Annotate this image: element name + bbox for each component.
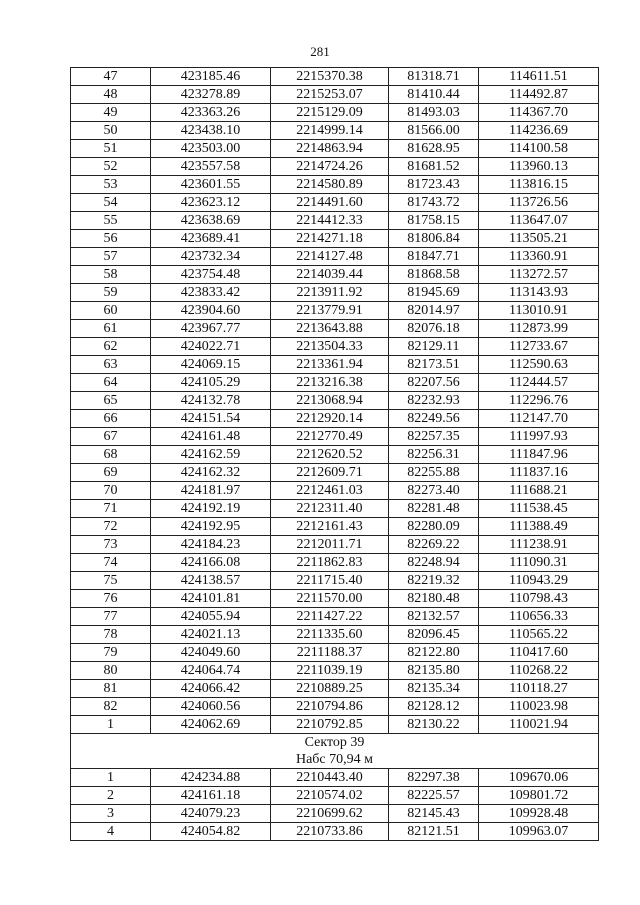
coord-y2-cell: 109928.48 bbox=[479, 805, 599, 823]
point-number-cell: 67 bbox=[71, 428, 151, 446]
coord-x2-cell: 82280.09 bbox=[389, 518, 479, 536]
coord-y2-cell: 111688.21 bbox=[479, 482, 599, 500]
coord-x-cell: 424166.08 bbox=[151, 554, 271, 572]
coord-y2-cell: 111997.93 bbox=[479, 428, 599, 446]
point-number-cell: 52 bbox=[71, 158, 151, 176]
coord-x-cell: 424066.42 bbox=[151, 680, 271, 698]
point-number-cell: 79 bbox=[71, 644, 151, 662]
coord-x2-cell: 82121.51 bbox=[389, 823, 479, 841]
table-row bbox=[71, 518, 599, 536]
point-number-cell: 82 bbox=[71, 698, 151, 716]
coord-y2-cell: 111847.96 bbox=[479, 446, 599, 464]
table-row bbox=[71, 212, 599, 230]
coord-x-cell: 423601.55 bbox=[151, 176, 271, 194]
coord-y2-cell: 112873.99 bbox=[479, 320, 599, 338]
coord-x2-cell: 82256.31 bbox=[389, 446, 479, 464]
coord-x-cell: 424022.71 bbox=[151, 338, 271, 356]
coord-x-cell: 424161.48 bbox=[151, 428, 271, 446]
table-row bbox=[71, 86, 599, 104]
coord-y-cell: 2211427.22 bbox=[271, 608, 389, 626]
coord-x2-cell: 81847.71 bbox=[389, 248, 479, 266]
table-row bbox=[71, 464, 599, 482]
coord-y2-cell: 109801.72 bbox=[479, 787, 599, 805]
coord-x-cell: 423503.00 bbox=[151, 140, 271, 158]
table-row bbox=[71, 284, 599, 302]
coord-y2-cell: 110656.33 bbox=[479, 608, 599, 626]
coord-x2-cell: 82014.97 bbox=[389, 302, 479, 320]
coord-x2-cell: 82257.35 bbox=[389, 428, 479, 446]
coord-y2-cell: 111388.49 bbox=[479, 518, 599, 536]
coord-y-cell: 2214412.33 bbox=[271, 212, 389, 230]
table-row bbox=[71, 176, 599, 194]
coord-y2-cell: 112296.76 bbox=[479, 392, 599, 410]
coord-x2-cell: 82219.32 bbox=[389, 572, 479, 590]
table-row bbox=[71, 626, 599, 644]
coord-y2-cell: 111090.31 bbox=[479, 554, 599, 572]
coord-y2-cell: 110021.94 bbox=[479, 716, 599, 734]
coord-x2-cell: 82076.18 bbox=[389, 320, 479, 338]
coord-x2-cell: 82128.12 bbox=[389, 698, 479, 716]
point-number-cell: 60 bbox=[71, 302, 151, 320]
coord-x2-cell: 82297.38 bbox=[389, 769, 479, 787]
point-number-cell: 78 bbox=[71, 626, 151, 644]
coord-x2-cell: 82273.40 bbox=[389, 482, 479, 500]
coord-y-cell: 2212620.52 bbox=[271, 446, 389, 464]
point-number-cell: 2 bbox=[71, 787, 151, 805]
coord-x-cell: 424181.97 bbox=[151, 482, 271, 500]
coord-x2-cell: 82122.80 bbox=[389, 644, 479, 662]
point-number-cell: 68 bbox=[71, 446, 151, 464]
coord-x2-cell: 82180.48 bbox=[389, 590, 479, 608]
coord-x2-cell: 82145.43 bbox=[389, 805, 479, 823]
coord-x-cell: 424101.81 bbox=[151, 590, 271, 608]
coord-y-cell: 2211570.00 bbox=[271, 590, 389, 608]
table-row bbox=[71, 590, 599, 608]
coord-x-cell: 423278.89 bbox=[151, 86, 271, 104]
table-row bbox=[71, 392, 599, 410]
table-row bbox=[71, 716, 599, 734]
coord-y-cell: 2213643.88 bbox=[271, 320, 389, 338]
coord-x-cell: 424069.15 bbox=[151, 356, 271, 374]
table-row bbox=[71, 104, 599, 122]
coord-y2-cell: 111238.91 bbox=[479, 536, 599, 554]
coord-x2-cell: 82232.93 bbox=[389, 392, 479, 410]
table-row bbox=[71, 140, 599, 158]
table-row bbox=[71, 680, 599, 698]
point-number-cell: 74 bbox=[71, 554, 151, 572]
coord-y-cell: 2215129.09 bbox=[271, 104, 389, 122]
coord-x2-cell: 81566.00 bbox=[389, 122, 479, 140]
coord-x-cell: 424105.29 bbox=[151, 374, 271, 392]
coord-y-cell: 2214271.18 bbox=[271, 230, 389, 248]
coord-x2-cell: 81318.71 bbox=[389, 68, 479, 86]
coord-y-cell: 2210574.02 bbox=[271, 787, 389, 805]
coord-x-cell: 424234.88 bbox=[151, 769, 271, 787]
coord-y2-cell: 112444.57 bbox=[479, 374, 599, 392]
coord-x-cell: 424138.57 bbox=[151, 572, 271, 590]
point-number-cell: 75 bbox=[71, 572, 151, 590]
coord-x2-cell: 82173.51 bbox=[389, 356, 479, 374]
coord-x2-cell: 82135.80 bbox=[389, 662, 479, 680]
coord-y2-cell: 113960.13 bbox=[479, 158, 599, 176]
point-number-cell: 59 bbox=[71, 284, 151, 302]
coord-x-cell: 424062.69 bbox=[151, 716, 271, 734]
point-number-cell: 62 bbox=[71, 338, 151, 356]
coord-x-cell: 424132.78 bbox=[151, 392, 271, 410]
coord-y-cell: 2211188.37 bbox=[271, 644, 389, 662]
coord-y-cell: 2215253.07 bbox=[271, 86, 389, 104]
table-row bbox=[71, 302, 599, 320]
table-row bbox=[71, 320, 599, 338]
point-number-cell: 1 bbox=[71, 769, 151, 787]
sector-table-body bbox=[71, 769, 599, 841]
coord-x2-cell: 81723.43 bbox=[389, 176, 479, 194]
coord-x2-cell: 82249.56 bbox=[389, 410, 479, 428]
coord-x-cell: 424151.54 bbox=[151, 410, 271, 428]
coord-x2-cell: 82132.57 bbox=[389, 608, 479, 626]
coord-x-cell: 423438.10 bbox=[151, 122, 271, 140]
coord-y-cell: 2212311.40 bbox=[271, 500, 389, 518]
point-number-cell: 51 bbox=[71, 140, 151, 158]
table-row bbox=[71, 823, 599, 841]
coord-x2-cell: 81493.03 bbox=[389, 104, 479, 122]
coord-x-cell: 424054.82 bbox=[151, 823, 271, 841]
coord-x-cell: 423689.41 bbox=[151, 230, 271, 248]
point-number-cell: 61 bbox=[71, 320, 151, 338]
sector-title: Сектор 39 bbox=[304, 735, 365, 750]
coord-y-cell: 2214724.26 bbox=[271, 158, 389, 176]
point-number-cell: 66 bbox=[71, 410, 151, 428]
coord-y2-cell: 113816.15 bbox=[479, 176, 599, 194]
table-row bbox=[71, 356, 599, 374]
coord-y2-cell: 112733.67 bbox=[479, 338, 599, 356]
coord-x2-cell: 81758.15 bbox=[389, 212, 479, 230]
point-number-cell: 3 bbox=[71, 805, 151, 823]
coord-y2-cell: 113010.91 bbox=[479, 302, 599, 320]
table-row bbox=[71, 787, 599, 805]
coord-y-cell: 2212609.71 bbox=[271, 464, 389, 482]
point-number-cell: 56 bbox=[71, 230, 151, 248]
coord-y-cell: 2212770.49 bbox=[271, 428, 389, 446]
coord-y2-cell: 112590.63 bbox=[479, 356, 599, 374]
coord-y-cell: 2210792.85 bbox=[271, 716, 389, 734]
coord-x2-cell: 82207.56 bbox=[389, 374, 479, 392]
coord-x2-cell: 82135.34 bbox=[389, 680, 479, 698]
point-number-cell: 55 bbox=[71, 212, 151, 230]
coord-x2-cell: 81681.52 bbox=[389, 158, 479, 176]
coord-y2-cell: 114611.51 bbox=[479, 68, 599, 86]
coord-y-cell: 2213779.91 bbox=[271, 302, 389, 320]
coord-y-cell: 2213068.94 bbox=[271, 392, 389, 410]
table-row bbox=[71, 805, 599, 823]
coord-x2-cell: 81628.95 bbox=[389, 140, 479, 158]
coord-x-cell: 424064.74 bbox=[151, 662, 271, 680]
coord-y-cell: 2210443.40 bbox=[271, 769, 389, 787]
coord-y2-cell: 113647.07 bbox=[479, 212, 599, 230]
sector-header-group bbox=[71, 734, 599, 769]
coord-y2-cell: 110417.60 bbox=[479, 644, 599, 662]
coord-y2-cell: 113505.21 bbox=[479, 230, 599, 248]
coord-y2-cell: 113272.57 bbox=[479, 266, 599, 284]
coord-y2-cell: 113360.91 bbox=[479, 248, 599, 266]
point-number-cell: 70 bbox=[71, 482, 151, 500]
coord-y-cell: 2214039.44 bbox=[271, 266, 389, 284]
coord-x-cell: 423754.48 bbox=[151, 266, 271, 284]
table-row bbox=[71, 769, 599, 787]
coord-y2-cell: 112147.70 bbox=[479, 410, 599, 428]
coord-y2-cell: 113143.93 bbox=[479, 284, 599, 302]
point-number-cell: 4 bbox=[71, 823, 151, 841]
coord-x2-cell: 81945.69 bbox=[389, 284, 479, 302]
table-row bbox=[71, 248, 599, 266]
coord-x-cell: 424021.13 bbox=[151, 626, 271, 644]
table-row bbox=[71, 446, 599, 464]
table-row bbox=[71, 662, 599, 680]
coord-x-cell: 423623.12 bbox=[151, 194, 271, 212]
coord-x2-cell: 82225.57 bbox=[389, 787, 479, 805]
point-number-cell: 50 bbox=[71, 122, 151, 140]
coord-y-cell: 2214127.48 bbox=[271, 248, 389, 266]
coord-y2-cell: 114236.69 bbox=[479, 122, 599, 140]
table-row bbox=[71, 68, 599, 86]
coord-x-cell: 424055.94 bbox=[151, 608, 271, 626]
coord-x-cell: 424162.32 bbox=[151, 464, 271, 482]
point-number-cell: 76 bbox=[71, 590, 151, 608]
coord-x-cell: 424184.23 bbox=[151, 536, 271, 554]
coord-y-cell: 2211335.60 bbox=[271, 626, 389, 644]
coord-y-cell: 2211715.40 bbox=[271, 572, 389, 590]
coord-x-cell: 423904.60 bbox=[151, 302, 271, 320]
point-number-cell: 48 bbox=[71, 86, 151, 104]
table-row bbox=[71, 554, 599, 572]
coord-y-cell: 2213911.92 bbox=[271, 284, 389, 302]
coord-x2-cell: 81806.84 bbox=[389, 230, 479, 248]
coord-y-cell: 2214863.94 bbox=[271, 140, 389, 158]
coord-x-cell: 423833.42 bbox=[151, 284, 271, 302]
point-number-cell: 53 bbox=[71, 176, 151, 194]
coord-x-cell: 424049.60 bbox=[151, 644, 271, 662]
coord-y2-cell: 111837.16 bbox=[479, 464, 599, 482]
table-row bbox=[71, 266, 599, 284]
coord-y2-cell: 110118.27 bbox=[479, 680, 599, 698]
coord-x-cell: 423732.34 bbox=[151, 248, 271, 266]
coord-y-cell: 2213504.33 bbox=[271, 338, 389, 356]
sector-subtitle: Набс 70,94 м bbox=[295, 752, 374, 767]
coord-y2-cell: 110268.22 bbox=[479, 662, 599, 680]
coord-y-cell: 2214999.14 bbox=[271, 122, 389, 140]
coord-y2-cell: 114100.58 bbox=[479, 140, 599, 158]
coord-x2-cell: 82248.94 bbox=[389, 554, 479, 572]
point-number-cell: 71 bbox=[71, 500, 151, 518]
point-number-cell: 72 bbox=[71, 518, 151, 536]
point-number-cell: 77 bbox=[71, 608, 151, 626]
table-row bbox=[71, 194, 599, 212]
point-number-cell: 58 bbox=[71, 266, 151, 284]
coord-x-cell: 424162.59 bbox=[151, 446, 271, 464]
point-number-cell: 47 bbox=[71, 68, 151, 86]
sector-header-cell bbox=[71, 734, 599, 769]
coord-y2-cell: 110798.43 bbox=[479, 590, 599, 608]
coord-y-cell: 2212011.71 bbox=[271, 536, 389, 554]
coord-y2-cell: 110565.22 bbox=[479, 626, 599, 644]
coord-x-cell: 423185.46 bbox=[151, 68, 271, 86]
coord-y2-cell: 110943.29 bbox=[479, 572, 599, 590]
page-number: 281 bbox=[310, 44, 330, 59]
coord-y-cell: 2213216.38 bbox=[271, 374, 389, 392]
coord-y-cell: 2210889.25 bbox=[271, 680, 389, 698]
coord-y-cell: 2215370.38 bbox=[271, 68, 389, 86]
table-row bbox=[71, 158, 599, 176]
point-number-cell: 64 bbox=[71, 374, 151, 392]
coord-y-cell: 2210699.62 bbox=[271, 805, 389, 823]
point-number-cell: 65 bbox=[71, 392, 151, 410]
coord-x-cell: 423363.26 bbox=[151, 104, 271, 122]
point-number-cell: 49 bbox=[71, 104, 151, 122]
coord-x2-cell: 82269.22 bbox=[389, 536, 479, 554]
table-row bbox=[71, 536, 599, 554]
coord-x-cell: 424192.95 bbox=[151, 518, 271, 536]
coord-x2-cell: 81410.44 bbox=[389, 86, 479, 104]
table-row bbox=[71, 338, 599, 356]
coord-x-cell: 424060.56 bbox=[151, 698, 271, 716]
coord-y-cell: 2212161.43 bbox=[271, 518, 389, 536]
coord-x2-cell: 81743.72 bbox=[389, 194, 479, 212]
table-row bbox=[71, 374, 599, 392]
coord-y2-cell: 109963.07 bbox=[479, 823, 599, 841]
point-number-cell: 80 bbox=[71, 662, 151, 680]
coord-x-cell: 424079.23 bbox=[151, 805, 271, 823]
coord-y-cell: 2212461.03 bbox=[271, 482, 389, 500]
coord-y-cell: 2214580.89 bbox=[271, 176, 389, 194]
coord-x-cell: 424192.19 bbox=[151, 500, 271, 518]
table-row bbox=[71, 122, 599, 140]
coord-y-cell: 2211039.19 bbox=[271, 662, 389, 680]
table-row bbox=[71, 698, 599, 716]
coord-y-cell: 2210733.86 bbox=[271, 823, 389, 841]
coordinates-table bbox=[70, 67, 599, 841]
table-row bbox=[71, 482, 599, 500]
coord-x2-cell: 82129.11 bbox=[389, 338, 479, 356]
coord-y-cell: 2213361.94 bbox=[271, 356, 389, 374]
table-row bbox=[71, 644, 599, 662]
table-row bbox=[71, 572, 599, 590]
coordinates-table-body bbox=[71, 68, 599, 734]
coord-y-cell: 2211862.83 bbox=[271, 554, 389, 572]
coord-y-cell: 2210794.86 bbox=[271, 698, 389, 716]
table-row bbox=[71, 230, 599, 248]
point-number-cell: 54 bbox=[71, 194, 151, 212]
point-number-cell: 1 bbox=[71, 716, 151, 734]
coord-x-cell: 423638.69 bbox=[151, 212, 271, 230]
coord-x-cell: 424161.18 bbox=[151, 787, 271, 805]
coord-x2-cell: 82281.48 bbox=[389, 500, 479, 518]
coord-y2-cell: 114492.87 bbox=[479, 86, 599, 104]
point-number-cell: 63 bbox=[71, 356, 151, 374]
table-row bbox=[71, 410, 599, 428]
point-number-cell: 57 bbox=[71, 248, 151, 266]
coord-y-cell: 2214491.60 bbox=[271, 194, 389, 212]
coord-x-cell: 423557.58 bbox=[151, 158, 271, 176]
table-row bbox=[71, 500, 599, 518]
coord-y2-cell: 110023.98 bbox=[479, 698, 599, 716]
coord-x2-cell: 82096.45 bbox=[389, 626, 479, 644]
table-row bbox=[71, 608, 599, 626]
coord-y2-cell: 114367.70 bbox=[479, 104, 599, 122]
coord-x-cell: 423967.77 bbox=[151, 320, 271, 338]
coord-y2-cell: 113726.56 bbox=[479, 194, 599, 212]
coord-x2-cell: 82130.22 bbox=[389, 716, 479, 734]
coord-y2-cell: 109670.06 bbox=[479, 769, 599, 787]
point-number-cell: 81 bbox=[71, 680, 151, 698]
table-row bbox=[71, 428, 599, 446]
coord-x2-cell: 81868.58 bbox=[389, 266, 479, 284]
point-number-cell: 73 bbox=[71, 536, 151, 554]
sector-header-row bbox=[71, 734, 599, 769]
coord-y-cell: 2212920.14 bbox=[271, 410, 389, 428]
point-number-cell: 69 bbox=[71, 464, 151, 482]
coord-y2-cell: 111538.45 bbox=[479, 500, 599, 518]
coord-x2-cell: 82255.88 bbox=[389, 464, 479, 482]
